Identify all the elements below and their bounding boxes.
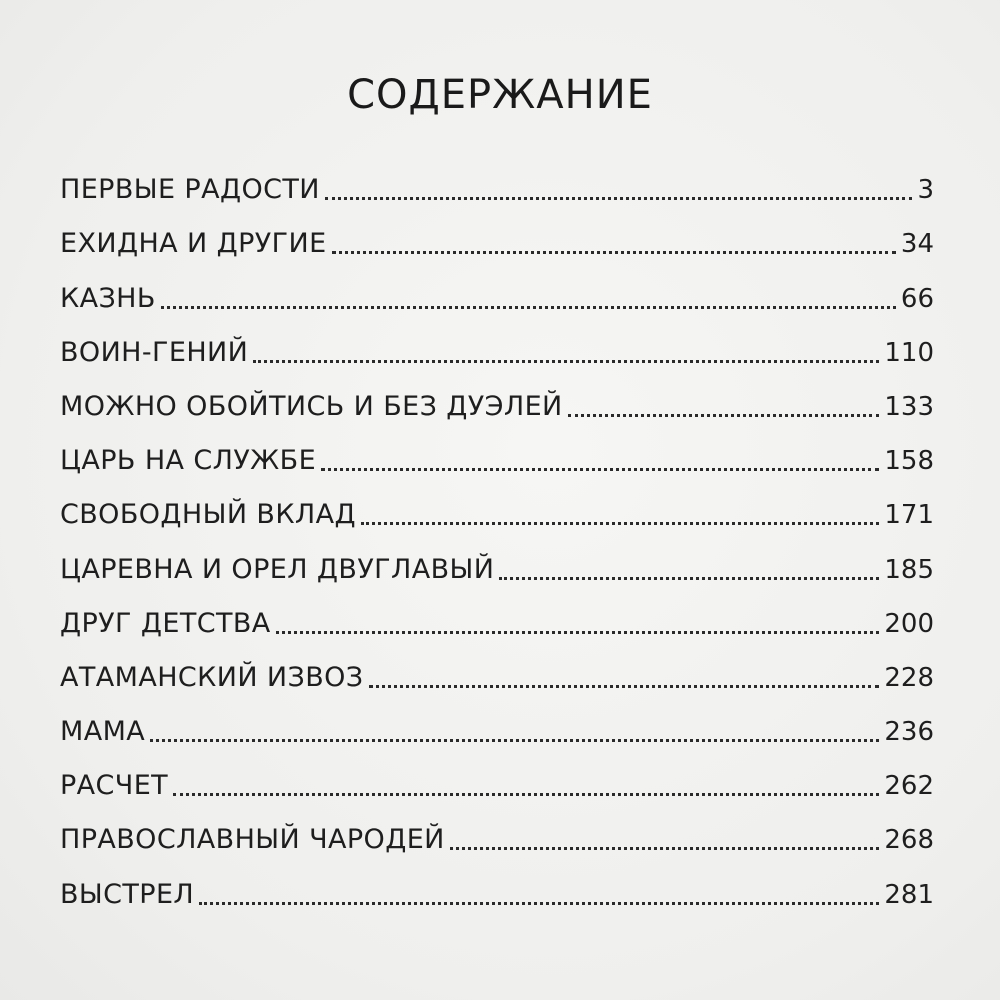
toc-entry-title: МАМА bbox=[60, 716, 146, 748]
dot-leader bbox=[199, 902, 879, 905]
toc-entry-title: ЦАРЕВНА И ОРЕЛ ДВУГЛАВЫЙ bbox=[60, 553, 495, 585]
toc-entry-page-number: 268 bbox=[884, 825, 934, 856]
toc-entry-title: ВЫСТРЕЛ bbox=[60, 878, 195, 910]
toc-entry bbox=[60, 804, 934, 858]
toc-entry-page-number: 281 bbox=[884, 879, 934, 910]
dot-leader bbox=[325, 197, 913, 200]
toc-entry-title: ПЕРВЫЕ РАДОСТИ bbox=[60, 174, 320, 206]
toc-entry bbox=[60, 154, 934, 208]
toc-entry bbox=[60, 425, 934, 479]
toc-entry-title: ПРАВОСЛАВНЫЙ ЧАРОДЕЙ bbox=[60, 824, 445, 856]
toc-entry-title: РАСЧЕТ bbox=[60, 770, 169, 802]
dot-leader bbox=[369, 685, 880, 688]
dot-leader bbox=[321, 468, 879, 471]
toc-entry-title: МОЖНО ОБОЙТИСЬ И БЕЗ ДУЭЛЕЙ bbox=[60, 390, 563, 422]
toc-entry-page-number: 3 bbox=[917, 175, 934, 206]
toc-entry bbox=[60, 642, 934, 696]
toc-entry-page-number: 228 bbox=[884, 662, 934, 693]
toc-entry-page-number: 34 bbox=[900, 229, 934, 260]
dot-leader bbox=[161, 306, 896, 309]
toc-entry-title: ДРУГ ДЕТСТВА bbox=[60, 607, 271, 639]
page-title: СОДЕРЖАНИЕ bbox=[347, 72, 653, 118]
toc-entry bbox=[60, 588, 934, 642]
toc-entry-title: ЦАРЬ НА СЛУЖБЕ bbox=[60, 445, 317, 477]
toc-entry-title: СВОБОДНЫЙ ВКЛАД bbox=[60, 499, 356, 531]
toc-entry-page-number: 200 bbox=[884, 608, 934, 639]
dot-leader bbox=[332, 251, 896, 254]
table-of-contents bbox=[60, 154, 934, 913]
toc-entry bbox=[60, 208, 934, 262]
toc-entry bbox=[60, 533, 934, 587]
dot-leader bbox=[361, 522, 879, 525]
toc-entry-title: ВОИН-ГЕНИЙ bbox=[60, 336, 249, 368]
toc-entry bbox=[60, 371, 934, 425]
toc-entry-title: ЕХИДНА И ДРУГИЕ bbox=[60, 228, 327, 260]
toc-entry bbox=[60, 262, 934, 316]
toc-entry-page-number: 66 bbox=[900, 283, 934, 314]
toc-entry bbox=[60, 479, 934, 533]
toc-entry-title: АТАМАНСКИЙ ИЗВОЗ bbox=[60, 661, 364, 693]
toc-entry bbox=[60, 317, 934, 371]
dot-leader bbox=[276, 631, 880, 634]
toc-entry-page-number: 171 bbox=[884, 500, 934, 531]
toc-entry-page-number: 236 bbox=[884, 717, 934, 748]
toc-entry bbox=[60, 858, 934, 912]
dot-leader bbox=[450, 847, 880, 850]
dot-leader bbox=[499, 577, 879, 580]
toc-entry-title: КАЗНЬ bbox=[60, 282, 156, 314]
toc-entry bbox=[60, 750, 934, 804]
toc-entry-page-number: 185 bbox=[884, 554, 934, 585]
toc-entry-page-number: 110 bbox=[884, 337, 934, 368]
toc-entry-page-number: 158 bbox=[884, 446, 934, 477]
dot-leader bbox=[150, 739, 879, 742]
toc-entry-page-number: 133 bbox=[884, 391, 934, 422]
dot-leader bbox=[173, 793, 879, 796]
dot-leader bbox=[568, 414, 880, 417]
toc-entry bbox=[60, 696, 934, 750]
toc-entry-page-number: 262 bbox=[884, 771, 934, 802]
dot-leader bbox=[253, 360, 879, 363]
